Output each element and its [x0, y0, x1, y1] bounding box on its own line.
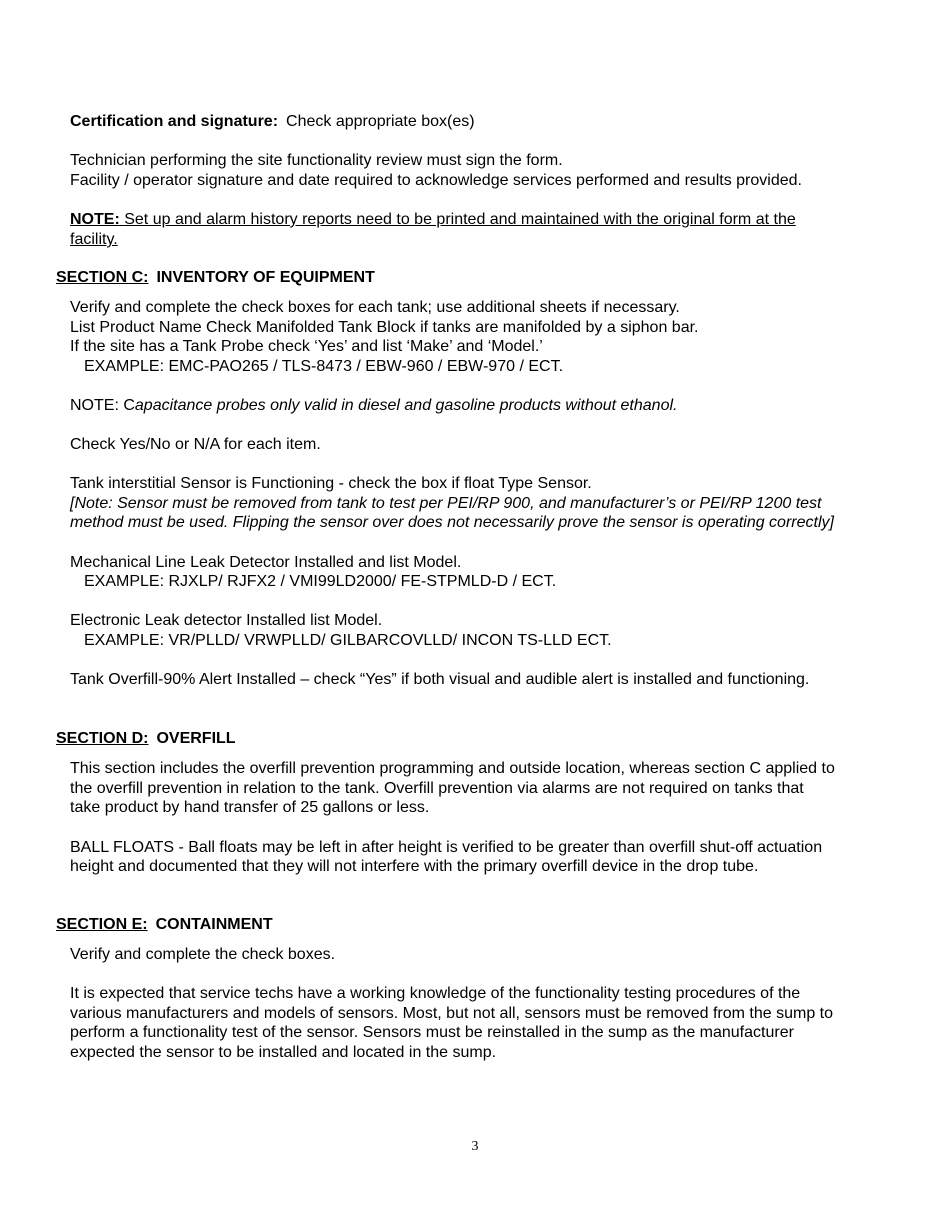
section-e-line-1: Verify and complete the check boxes. [70, 946, 336, 963]
section-e-para-line-4: expected the sensor to be installed and located in the sump. [70, 1044, 497, 1061]
note-text-2: facility. [70, 231, 118, 248]
note-label: NOTE: [70, 211, 120, 228]
section-d-para-1-line-2: the overfill prevention in relation to the tank. Overfill prevention via alarms are not required on tanks that [70, 780, 804, 797]
section-e-para-line-1: It is expected that service techs have a working knowledge of the functionality testing procedures of the [70, 985, 801, 1002]
capacitance-note [70, 396, 677, 416]
section-e-para-line-2: various manufacturers and models of sensors. Most, but not all, sensors must be removed from the sump to [70, 1005, 834, 1022]
interstitial-note-2: method must be used. Flipping the sensor over does not necessarily prove the sensor is operating correctly] [70, 514, 834, 531]
electronic-leak-detector-text: Electronic Leak detector Installed list Model. [70, 612, 383, 629]
note-text-1: Set up and alarm history reports need to be printed and maintained with the original form at the [124, 211, 796, 228]
certification-text: Check appropriate box(es) [286, 113, 475, 130]
section-c-line-2: List Product Name Check Manifolded Tank Block if tanks are manifolded by a siphon bar. [70, 319, 699, 336]
section-d-para-1-line-3: take product by hand transfer of 25 gallons or less. [70, 799, 430, 816]
certification-line-2: Facility / operator signature and date required to acknowledge services performed and results provided. [70, 172, 802, 189]
section-d-para-1-line-1: This section includes the overfill prevention programming and outside location, whereas section C applied to [70, 760, 835, 777]
interstitial-sensor-text: Tank interstitial Sensor is Functioning - check the box if float Type Sensor. [70, 475, 592, 492]
capacitance-note-italic: apacitance probes only valid in diesel and gasoline products without ethanol. [134, 397, 678, 414]
section-d-heading [56, 729, 236, 749]
section-c-label: SECTION C: [56, 269, 149, 286]
interstitial-note-1: [Note: Sensor must be removed from tank to test per PEI/RP 900, and manufacturer’s or PEI/RP 1200 test [70, 495, 822, 512]
section-e-label: SECTION E: [56, 916, 148, 933]
section-c-heading [56, 268, 375, 288]
ball-floats-line-2: height and documented that they will not interfere with the primary overfill device in the drop tube. [70, 858, 759, 875]
certification-label: Certification and signature: [70, 113, 279, 130]
capacitance-note-prefix: NOTE: C [70, 397, 135, 414]
section-e-heading [56, 915, 273, 935]
certification-note [70, 210, 796, 230]
certification-heading [70, 112, 475, 132]
section-d-label: SECTION D: [56, 730, 149, 747]
section-e-title: CONTAINMENT [155, 916, 273, 933]
check-instructions: Check Yes/No or N/A for each item. [70, 436, 321, 453]
section-c-example: EXAMPLE: EMC-PAO265 / TLS-8473 / EBW-960 / EBW-970 / ECT. [84, 358, 564, 375]
electronic-leak-detector-example: EXAMPLE: VR/PLLD/ VRWPLLD/ GILBARCOVLLD/ INCON TS-LLD ECT. [84, 632, 612, 649]
section-e-para-line-3: perform a functionality test of the sensor. Sensors must be reinstalled in the sump as the manufacturer [70, 1024, 794, 1041]
ball-floats-line-1: BALL FLOATS - Ball floats may be left in after height is verified to be greater than overfill shut-off actuation [70, 839, 823, 856]
section-c-line-3: If the site has a Tank Probe check ‘Yes’ and list ‘Make’ and ‘Model.’ [70, 338, 543, 355]
certification-line-1: Technician performing the site functionality review must sign the form. [70, 152, 563, 169]
section-c-line-1: Verify and complete the check boxes for each tank; use additional sheets if necessary. [70, 299, 680, 316]
overfill-alert-text: Tank Overfill-90% Alert Installed – check “Yes” if both visual and audible alert is installed and functioning. [70, 671, 810, 688]
section-d-title: OVERFILL [156, 730, 236, 747]
mechanical-leak-detector-example: EXAMPLE: RJXLP/ RJFX2 / VMI99LD2000/ FE-STPMLD-D / ECT. [84, 573, 557, 590]
page-number: 3 [471, 1139, 479, 1154]
section-c-title: INVENTORY OF EQUIPMENT [156, 269, 375, 286]
mechanical-leak-detector-text: Mechanical Line Leak Detector Installed and list Model. [70, 554, 462, 571]
